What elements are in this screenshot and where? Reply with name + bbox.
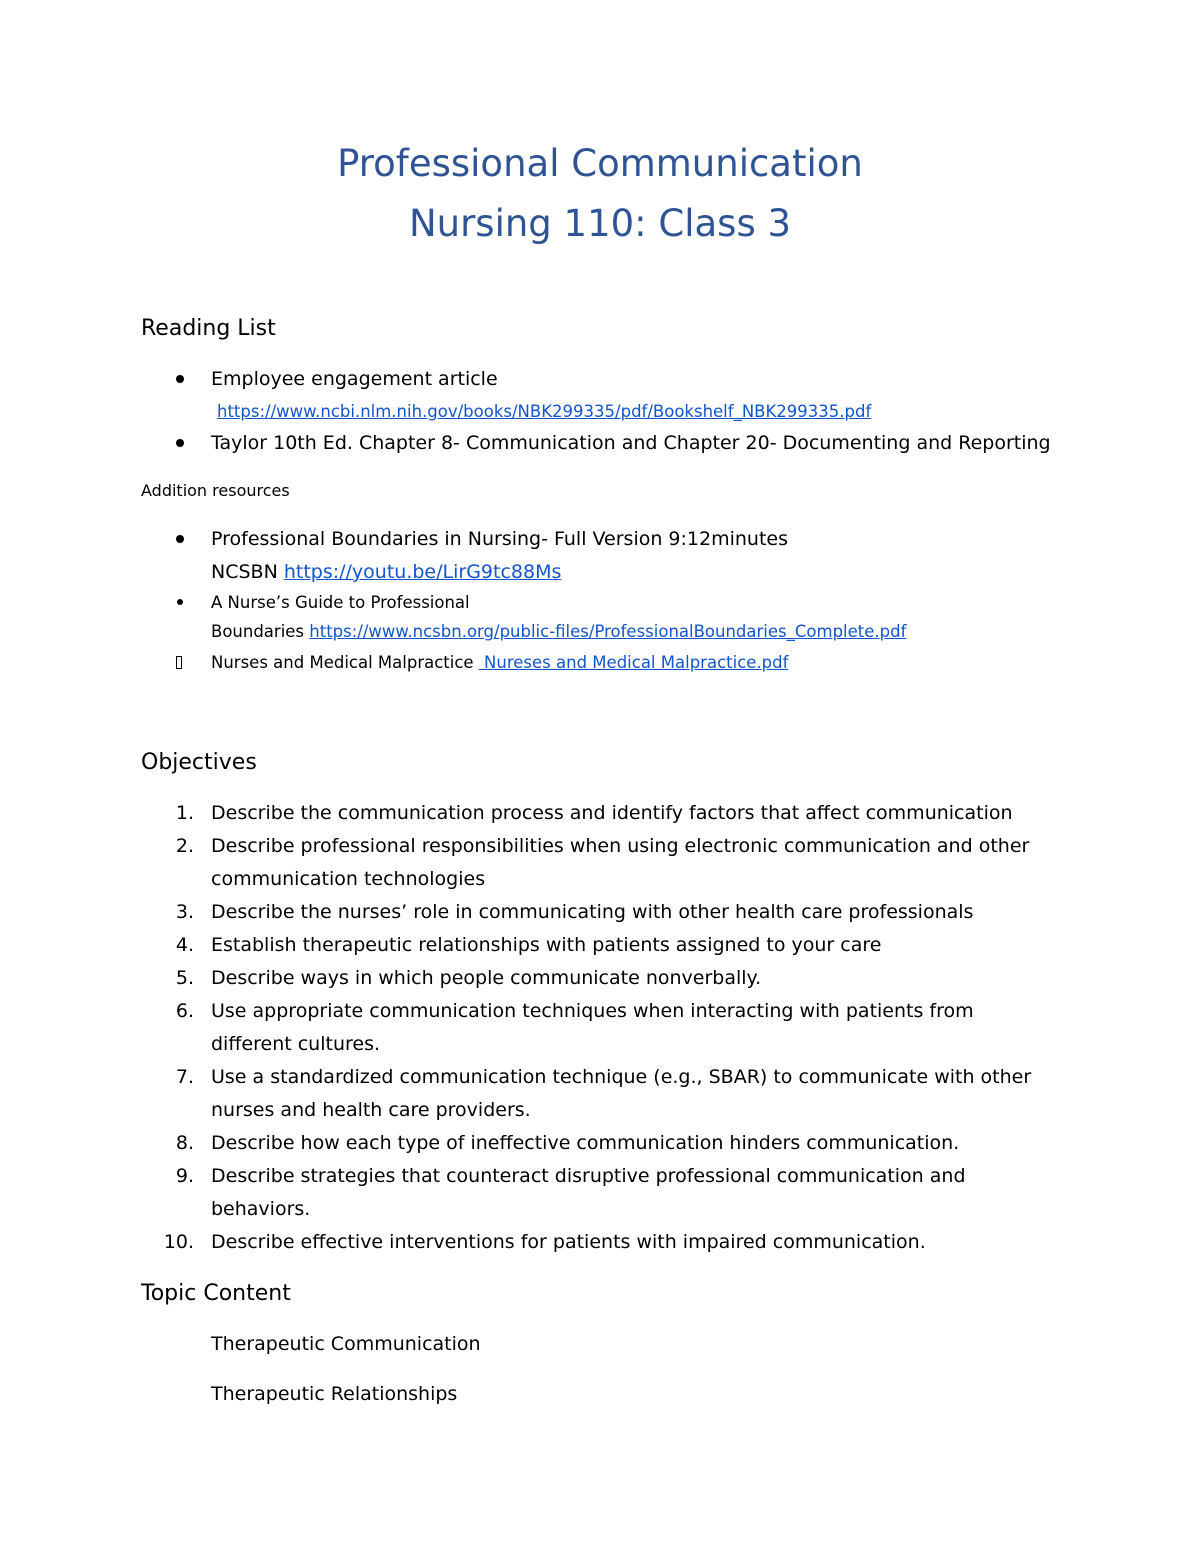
objective-number: 4. (175, 934, 194, 956)
bullet-icon (176, 535, 184, 543)
objective-item: Establish therapeutic relationships with patients assigned to your care (211, 934, 882, 956)
bullet-icon (177, 599, 183, 605)
reading-item-1: Employee engagement article (211, 368, 498, 390)
page-subtitle: Nursing 110: Class 3 (408, 202, 792, 245)
resource-item-1-link[interactable]: https://youtu.be/LirG9tc88Ms (283, 561, 562, 583)
objective-item: Describe the communication process and identify factors that affect communication (211, 802, 1013, 824)
objective-number: 1. (175, 802, 194, 824)
objective-item: Describe effective interventions for patients with impaired communication. (211, 1231, 926, 1253)
topic-item-2: Therapeutic Relationships (211, 1383, 458, 1405)
resource-item-1: Professional Boundaries in Nursing- Full Version 9:12minutes (211, 528, 789, 550)
objective-item-continuation: different cultures. (211, 1033, 381, 1055)
resource-item-3-text: Nurses and Medical Malpractice (211, 653, 479, 672)
objectives-heading: Objectives (141, 750, 257, 775)
objective-item: Use appropriate communication techniques when interacting with patients from (211, 1000, 974, 1022)
resource-item-2: A Nurse’s Guide to Professional (211, 593, 470, 612)
reading-item-1-link[interactable]: https://www.ncbi.nlm.nih.gov/books/NBK299335/pdf/Bookshelf_NBK299335.pdf (217, 402, 872, 421)
objective-item-continuation: communication technologies (211, 868, 486, 890)
topic-item-1: Therapeutic Communication (211, 1333, 481, 1355)
objective-item: Describe strategies that counteract disruptive professional communication and (211, 1165, 966, 1187)
resource-item-2-link[interactable]: https://www.ncsbn.org/public-files/ProfessionalBoundaries_Complete.pdf (309, 622, 907, 641)
objective-item: Describe the nurses’ role in communicating with other health care professionals (211, 901, 974, 923)
objective-item: Describe ways in which people communicate nonverbally. (211, 967, 762, 989)
page-title: Professional Communication (337, 142, 863, 185)
resource-item-2-prefix: Boundaries (211, 622, 310, 641)
objective-number: 2. (175, 835, 194, 857)
topic-content-heading: Topic Content (141, 1281, 291, 1306)
objective-item-continuation: nurses and health care providers. (211, 1099, 531, 1121)
resource-item-3 (211, 655, 788, 672)
objective-number: 8. (175, 1132, 194, 1154)
reading-item-2: Taylor 10th Ed. Chapter 8- Communication and Chapter 20- Documenting and Reporting (211, 432, 1051, 454)
objective-item: Use a standardized communication technique (e.g., SBAR) to communicate with other (211, 1066, 1032, 1088)
resource-item-1-prefix: NCSBN (211, 561, 284, 583)
bullet-icon (176, 375, 184, 383)
objective-number: 6. (175, 1000, 194, 1022)
resource-item-2-line2 (211, 624, 906, 641)
bullet-icon (176, 439, 184, 447)
objective-number: 10. (163, 1231, 194, 1253)
additional-resources-heading: Addition resources (141, 481, 290, 500)
reading-list-heading: Reading List (141, 316, 276, 341)
objective-item-continuation: behaviors. (211, 1198, 311, 1220)
objective-number: 9. (175, 1165, 194, 1187)
objective-item: Describe professional responsibilities when using electronic communication and other (211, 835, 1030, 857)
objective-number: 3. (175, 901, 194, 923)
objective-item: Describe how each type of ineffective communication hinders communication. (211, 1132, 960, 1154)
missing-glyph-bullet-icon (176, 656, 182, 669)
objective-number: 5. (175, 967, 194, 989)
objective-number: 7. (175, 1066, 194, 1088)
resource-item-3-link[interactable]: Nureses and Medical Malpractice.pdf (478, 653, 789, 672)
resource-item-1-line2 (211, 563, 561, 582)
